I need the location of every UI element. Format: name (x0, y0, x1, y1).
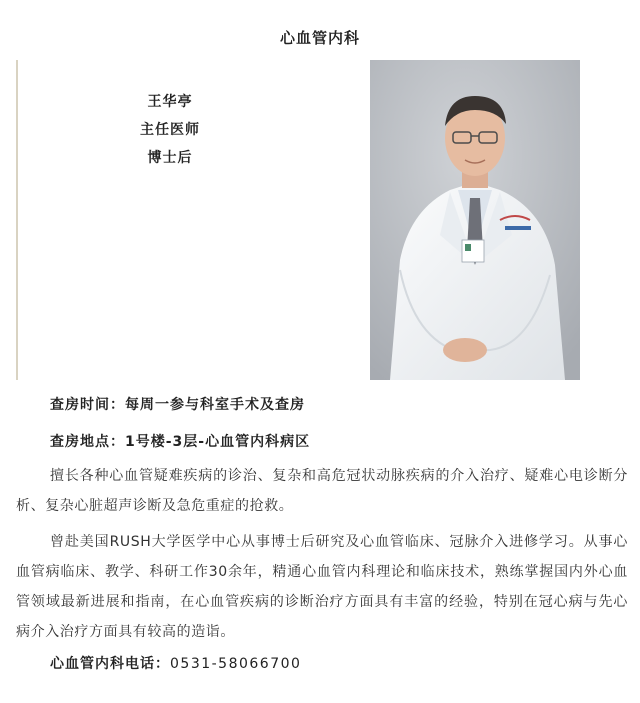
doctor-info (110, 88, 230, 172)
ward-round-time-label: 查房时间： (50, 397, 125, 413)
ward-round-time (50, 394, 305, 414)
phone-label: 心血管内科电话： (50, 656, 170, 672)
ward-round-location-label: 查房地点： (50, 434, 125, 450)
page-title: 心血管内科 (279, 29, 360, 47)
phone-number: 0531-58066700 (170, 656, 302, 672)
specialty-paragraph: 擅长各种心血管疑难疾病的诊治、复杂和高危冠状动脉疾病的介入治疗、疑难心电诊断分析、复杂心脏超声诊断及急危重症的抢救。 (16, 468, 628, 514)
ward-round-location (50, 431, 310, 451)
doctor-name: 王华亭 (147, 94, 193, 110)
contact-phone (50, 653, 301, 673)
experience-paragraph: 曾赴美国RUSH大学医学中心从事博士后研究及心血管临床、冠脉介入进修学习。从事心血管病临床、教学、科研工作30余年，精通心血管内科理论和临床技术，熟练掌握国内外心血管领域最新进展和指南，在心血管疾病的诊断治疗方面具有丰富的经验，特别在冠心病与先心病介入治疗方面具有较高的造诣。 (16, 534, 628, 640)
ward-round-time-value: 每周一参与科室手术及查房 (125, 397, 305, 413)
doctor-photo (370, 60, 580, 380)
doctor-title: 主任医师 (140, 122, 200, 138)
ward-round-location-value: 1号楼-3层-心血管内科病区 (125, 434, 311, 450)
doctor-degree: 博士后 (147, 150, 193, 166)
decorative-divider (16, 60, 18, 380)
